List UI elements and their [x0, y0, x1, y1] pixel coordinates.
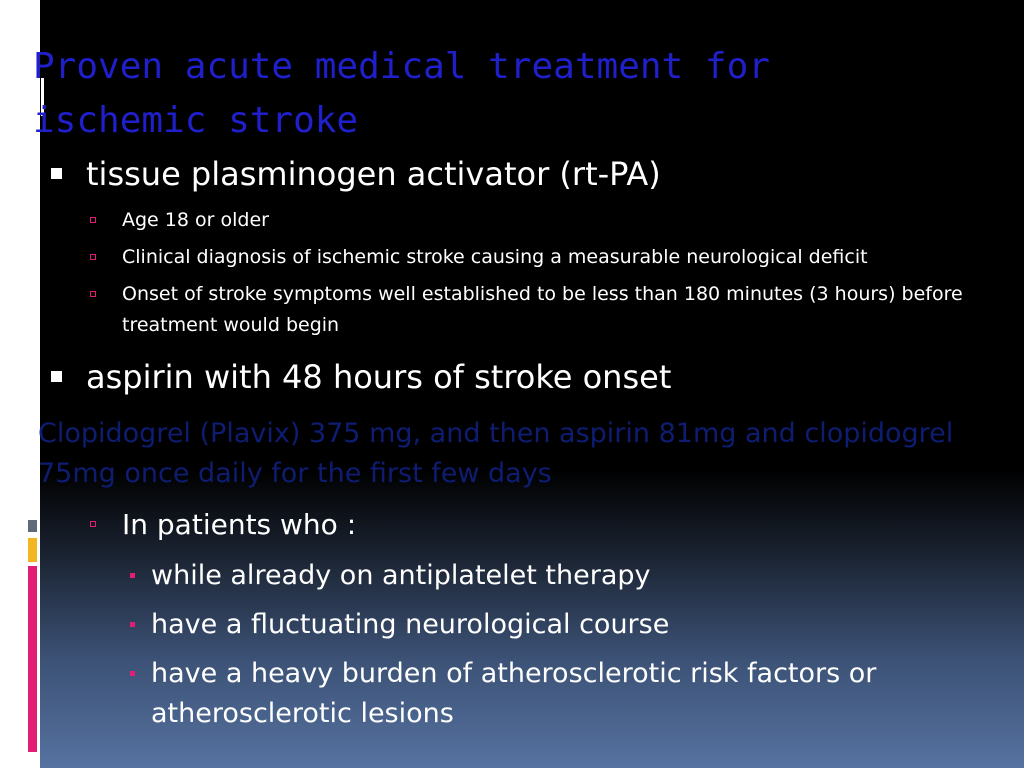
pink-bullet-icon — [130, 622, 135, 627]
sub-bullet-age: Age 18 or older — [122, 209, 269, 231]
clopidogrel-note: Clopidogrel (Plavix) 375 mg, and then aspirin 81mg and clopidogrel 75mg once daily for the first few days — [38, 418, 954, 489]
accent-bar-gray — [28, 520, 37, 532]
sub-bullet-square-icon — [90, 521, 96, 527]
sub-bullet-diagnosis: Clinical diagnosis of ischemic stroke causing a measurable neurological deficit — [122, 246, 868, 268]
slide-title-line-2: ischemic stroke — [33, 100, 359, 141]
bullet-aspirin: aspirin with 48 hours of stroke onset — [86, 358, 672, 396]
patients-item-fluctuating: have a fluctuating neurological course — [151, 609, 670, 640]
bullet-square-icon — [51, 371, 62, 382]
bullet-square-icon — [51, 168, 62, 179]
pink-bullet-icon — [130, 573, 135, 578]
pink-bullet-icon — [130, 671, 135, 676]
patients-item-antiplatelet: while already on antiplatelet therapy — [151, 560, 651, 591]
slide-title-line-1: Proven acute medical treatment for — [33, 46, 770, 87]
sub-bullet-square-icon — [90, 254, 96, 260]
slide-title — [33, 40, 933, 148]
accent-bar-gold — [28, 538, 37, 562]
sub-bullet-square-icon — [90, 217, 96, 223]
bullet-rtpa: tissue plasminogen activator (rt-PA) — [86, 155, 661, 193]
patients-item-atherosclerotic: have a heavy burden of atherosclerotic risk factors or atherosclerotic lesions — [151, 658, 877, 729]
sub-bullet-square-icon — [90, 291, 96, 297]
accent-bar-pink — [28, 566, 37, 752]
patients-heading: In patients who : — [122, 508, 357, 541]
sub-bullet-onset: Onset of stroke symptoms well established to be less than 180 minutes (3 hours) before treatment would begin — [122, 283, 963, 336]
